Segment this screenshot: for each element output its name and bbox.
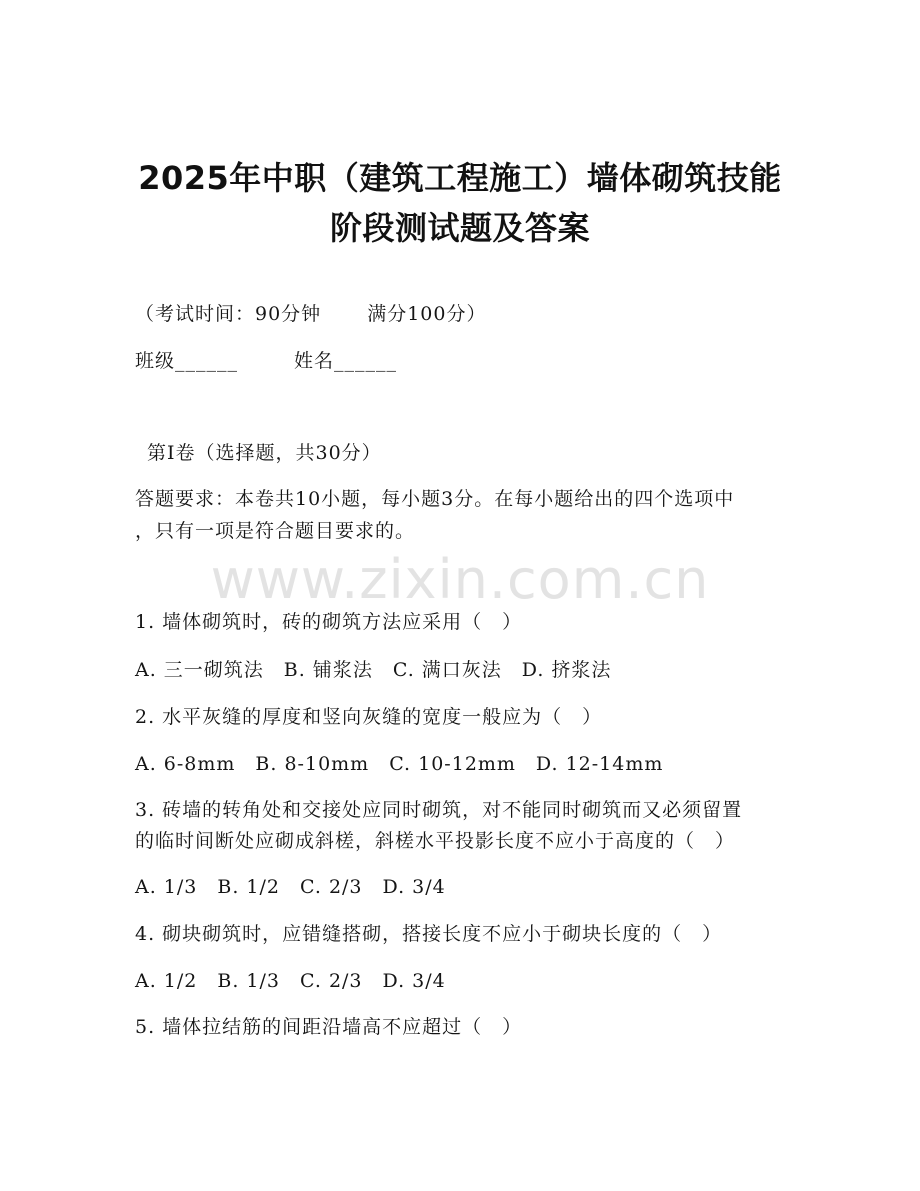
document-title-line2: 阶段测试题及答案 <box>329 209 590 247</box>
section-heading: 第I卷（选择题，共30分） <box>147 442 382 464</box>
question-2-stem: 2. 水平灰缝的厚度和竖向灰缝的宽度一般应为（ ） <box>135 706 603 728</box>
question-2-options: A. 6-8mm B. 8-10mm C. 10-12mm D. 12-14mm <box>135 753 664 775</box>
watermark: www.zixin.com.cn <box>210 548 710 611</box>
question-1-stem: 1. 墙体砌筑时，砖的砌筑方法应采用（ ） <box>135 611 523 633</box>
name-field: 姓名______ <box>294 350 398 372</box>
answer-requirement-line1: 答题要求：本卷共10小题，每小题3分。在每小题给出的四个选项中 <box>135 488 735 510</box>
document-title-line1: 2025年中职（建筑工程施工）墙体砌筑技能 <box>138 159 782 197</box>
answer-requirement-line2: ，只有一项是符合题目要求的。 <box>135 520 416 542</box>
student-info-row <box>135 347 397 375</box>
exam-info-row <box>135 300 486 328</box>
question-1-options: A. 三一砌筑法 B. 铺浆法 C. 满口灰法 D. 挤浆法 <box>135 659 612 681</box>
question-5-stem: 5. 墙体拉结筋的间距沿墙高不应超过（ ） <box>135 1016 523 1038</box>
question-4-stem: 4. 砌块砌筑时，应错缝搭砌，搭接长度不应小于砌块长度的（ ） <box>135 923 723 945</box>
question-3-options: A. 1/3 B. 1/2 C. 2/3 D. 3/4 <box>135 876 446 898</box>
question-3-stem-line2: 的临时间断处应砌成斜槎，斜槎水平投影长度不应小于高度的（ ） <box>135 830 736 852</box>
exam-time: （考试时间：90分钟 <box>135 303 322 325</box>
exam-full-score: 满分100分） <box>367 303 487 325</box>
question-4-options: A. 1/2 B. 1/3 C. 2/3 D. 3/4 <box>135 970 446 992</box>
question-3-stem: 3. 砖墙的转角处和交接处应同时砌筑，对不能同时砌筑而又必须留置 <box>135 799 743 821</box>
class-field: 班级______ <box>135 350 239 372</box>
